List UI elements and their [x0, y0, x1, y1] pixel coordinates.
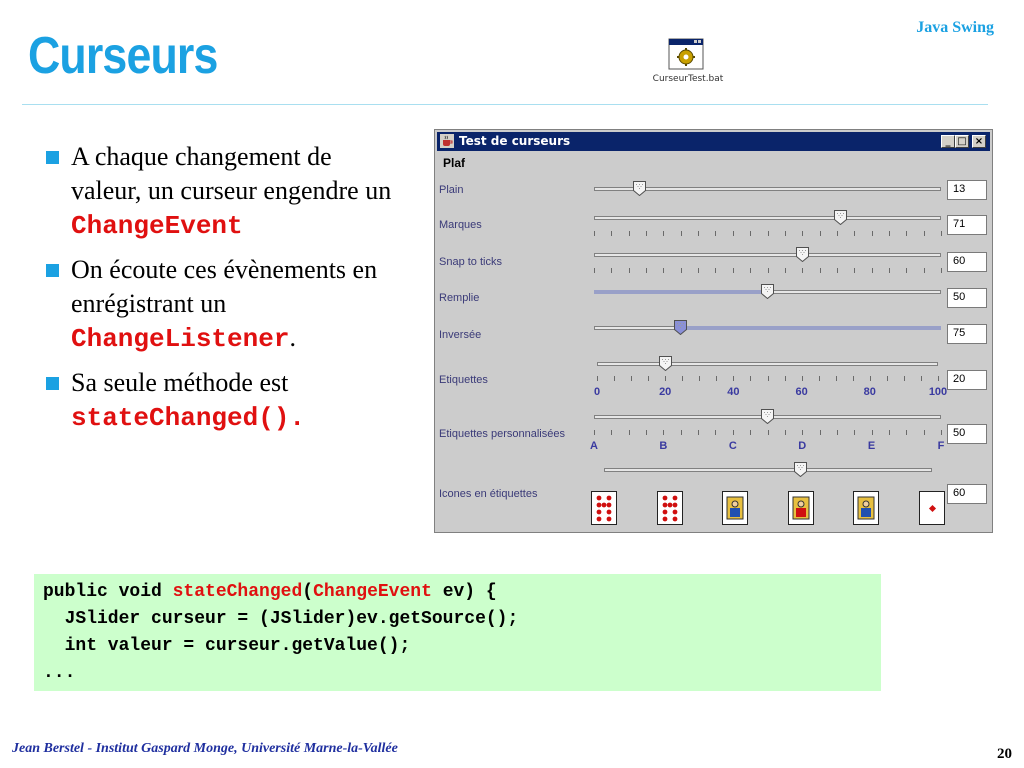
slider-tick: [906, 430, 907, 435]
slider-tick: [614, 376, 615, 381]
slider-label-snap: Snap to ticks: [439, 256, 502, 268]
code-token: (: [302, 582, 314, 602]
slider-value-etiquettes[interactable]: 20: [947, 370, 987, 390]
slider-tick: [663, 268, 664, 273]
slider-tick: [941, 268, 942, 273]
slider-tick: [802, 376, 803, 381]
bullet-text: A chaque changement de valeur, un curseur engendre un: [71, 142, 392, 205]
slider-label-etiquettes: Etiquettes: [439, 374, 488, 386]
slider-tick: [854, 231, 855, 236]
slider-track-icones[interactable]: [604, 468, 932, 472]
slider-track-etiquettes[interactable]: [597, 362, 938, 366]
slider-tick: [906, 268, 907, 273]
code-line-2: JSlider curseur = (JSlider)ev.getSource();: [43, 609, 519, 629]
slider-tick: [594, 430, 595, 435]
slider-tick: [663, 231, 664, 236]
slider-track-marques[interactable]: [594, 216, 941, 220]
slider-tick: [872, 231, 873, 236]
slider-tick: [716, 376, 717, 381]
code-block: [34, 574, 881, 691]
slider-tick: [733, 268, 734, 273]
slider-tick: [872, 268, 873, 273]
slider-tick: [802, 430, 803, 435]
slider-tick: [698, 268, 699, 273]
slider-tick: [699, 376, 700, 381]
slider-tick: [924, 268, 925, 273]
slider-tick-label: B: [659, 440, 668, 452]
footer-author: Jean Berstel - Institut Gaspard Monge, Université Marne-la-Vallée: [12, 741, 398, 756]
slider-tick: [785, 430, 786, 435]
slider-value-snap[interactable]: 60: [947, 252, 987, 272]
slider-tick: [889, 231, 890, 236]
slider-tick: [733, 430, 734, 435]
slider-tick: [715, 231, 716, 236]
slider-tick: [629, 231, 630, 236]
code-line-1: [43, 582, 497, 602]
title-bar[interactable]: [437, 132, 990, 151]
slider-value-plain[interactable]: 13: [947, 180, 987, 200]
king-card-icon: [853, 491, 879, 525]
code-token: ev) {: [431, 582, 497, 602]
slider-thumb[interactable]: [633, 181, 646, 196]
slider-thumb[interactable]: [796, 247, 809, 262]
bullet-suffix: .: [289, 323, 296, 352]
slider-tick: [594, 231, 595, 236]
slider-tick: [820, 231, 821, 236]
slider-tick: [646, 231, 647, 236]
jack-card-icon: [722, 491, 748, 525]
slider-tick: [663, 430, 664, 435]
title-divider: [22, 104, 988, 105]
ten-of-hearts-icon: [657, 491, 683, 525]
slider-tick: [750, 376, 751, 381]
slider-track-plain[interactable]: [594, 187, 941, 191]
bullet-item: [44, 366, 404, 435]
slider-tick: [820, 430, 821, 435]
slider-label-icones: Icones en étiquettes: [439, 488, 538, 500]
desktop-icon-label: CurseurTest.bat: [652, 74, 724, 84]
ten-of-diamonds-icon: [591, 491, 617, 525]
slider-tick: [768, 376, 769, 381]
slider-value-icones[interactable]: 60: [947, 484, 987, 504]
corner-label: Java Swing: [916, 19, 994, 36]
slider-tick: [904, 376, 905, 381]
slider-tick: [938, 376, 939, 381]
slider-thumb[interactable]: [794, 462, 807, 477]
slider-tick: [872, 430, 873, 435]
slider-tick: [698, 231, 699, 236]
slider-tick-label: A: [590, 440, 598, 452]
slider-tick: [941, 430, 942, 435]
queen-card-icon: [788, 491, 814, 525]
slider-tick: [681, 430, 682, 435]
slider-tick: [924, 430, 925, 435]
bullet-list: [44, 140, 404, 445]
slider-tick-label: C: [728, 440, 737, 452]
slider-tick: [597, 376, 598, 381]
slider-tick: [853, 376, 854, 381]
swing-window: [434, 129, 993, 533]
slider-value-perso[interactable]: 50: [947, 424, 987, 444]
bullet-code: ChangeEvent: [71, 211, 243, 241]
slider-tick: [715, 268, 716, 273]
close-button[interactable]: ×: [972, 135, 986, 148]
slider-tick-label: 60: [795, 386, 808, 398]
slider-thumb[interactable]: [761, 284, 774, 299]
slider-tick: [921, 376, 922, 381]
slider-value-inversee[interactable]: 75: [947, 324, 987, 344]
slider-tick-label: D: [798, 440, 807, 452]
slider-tick: [785, 231, 786, 236]
slider-tick: [941, 231, 942, 236]
code-token: public void: [43, 582, 173, 602]
slider-tick: [682, 376, 683, 381]
slider-thumb[interactable]: [674, 320, 687, 335]
code-line-3: int valeur = curseur.getValue();: [43, 636, 411, 656]
slider-tick-label: 20: [659, 386, 672, 398]
slider-tick: [629, 430, 630, 435]
window-title: Test de curseurs: [459, 134, 571, 148]
slider-tick: [837, 430, 838, 435]
slider-tick: [750, 430, 751, 435]
slider-tick: [768, 430, 769, 435]
slider-track-snap[interactable]: [594, 253, 941, 257]
slider-value-remplie[interactable]: 50: [947, 288, 987, 308]
slider-fill: [594, 290, 768, 294]
bullet-square-icon: [46, 264, 59, 277]
slider-tick: [802, 231, 803, 236]
slider-tick: [819, 376, 820, 381]
bullet-item: [44, 253, 404, 356]
slider-tick: [785, 376, 786, 381]
slider-tick: [887, 376, 888, 381]
bullet-square-icon: [46, 151, 59, 164]
slider-tick: [665, 376, 666, 381]
slider-tick: [785, 268, 786, 273]
slide-title: Curseurs: [28, 27, 218, 85]
code-line-4: ...: [43, 663, 76, 683]
bullet-code: stateChanged().: [71, 403, 306, 433]
slider-tick: [611, 430, 612, 435]
code-token: ChangeEvent: [313, 582, 432, 602]
menu-plaf[interactable]: Plaf: [443, 156, 466, 170]
slider-tick: [906, 231, 907, 236]
slider-tick: [802, 268, 803, 273]
slider-tick: [836, 376, 837, 381]
slider-label-remplie: Remplie: [439, 292, 480, 304]
slider-tick: [750, 231, 751, 236]
code-token: stateChanged: [172, 582, 303, 602]
slider-tick: [715, 430, 716, 435]
bullet-text: Sa seule méthode est: [71, 368, 289, 397]
slider-thumb[interactable]: [761, 409, 774, 424]
slider-thumb[interactable]: [834, 210, 847, 225]
slider-label-perso: Etiquettes personnalisées: [439, 428, 565, 440]
slider-tick-label: 80: [863, 386, 876, 398]
slider-fill: [681, 326, 941, 330]
slider-value-marques[interactable]: 71: [947, 215, 987, 235]
bullet-text: On écoute ces évènements en enrégistrant un: [71, 255, 378, 318]
bullet-code: ChangeListener: [71, 324, 290, 354]
slider-tick: [889, 268, 890, 273]
bullet-item: [44, 140, 404, 243]
slider-tick: [854, 268, 855, 273]
slider-tick: [681, 268, 682, 273]
slider-tick: [820, 268, 821, 273]
maximize-button[interactable]: □: [955, 135, 969, 148]
slider-tick: [594, 268, 595, 273]
slider-tick: [768, 231, 769, 236]
slider-label-plain: Plain: [439, 184, 464, 196]
slider-tick: [698, 430, 699, 435]
page-number: 20: [997, 746, 1012, 762]
slider-thumb[interactable]: [659, 356, 672, 371]
slider-tick-label: F: [937, 440, 945, 452]
slider-tick-label: 100: [928, 386, 948, 398]
slider-tick: [870, 376, 871, 381]
ace-of-diamonds-icon: [919, 491, 945, 525]
batch-file-gear-icon[interactable]: [668, 38, 704, 72]
slider-tick: [646, 430, 647, 435]
java-cup-icon[interactable]: [440, 134, 454, 148]
slider-tick: [837, 268, 838, 273]
slider-tick: [646, 268, 647, 273]
slider-tick: [889, 430, 890, 435]
slider-tick-label: 40: [727, 386, 740, 398]
slider-label-inversee: Inversée: [439, 329, 482, 341]
slider-tick: [629, 268, 630, 273]
slider-label-marques: Marques: [439, 219, 482, 231]
bullet-square-icon: [46, 377, 59, 390]
slider-tick-label: E: [867, 440, 876, 452]
slider-tick: [768, 268, 769, 273]
slider-tick: [611, 231, 612, 236]
slider-tick: [837, 231, 838, 236]
slider-tick: [631, 376, 632, 381]
slider-tick: [733, 231, 734, 236]
slider-tick: [681, 231, 682, 236]
slider-tick: [924, 231, 925, 236]
minimize-button[interactable]: _: [941, 135, 955, 148]
slider-tick-label: 0: [593, 386, 601, 398]
slider-tick: [733, 376, 734, 381]
slider-tick: [750, 268, 751, 273]
slider-tick: [611, 268, 612, 273]
slider-tick: [854, 430, 855, 435]
slider-tick: [648, 376, 649, 381]
